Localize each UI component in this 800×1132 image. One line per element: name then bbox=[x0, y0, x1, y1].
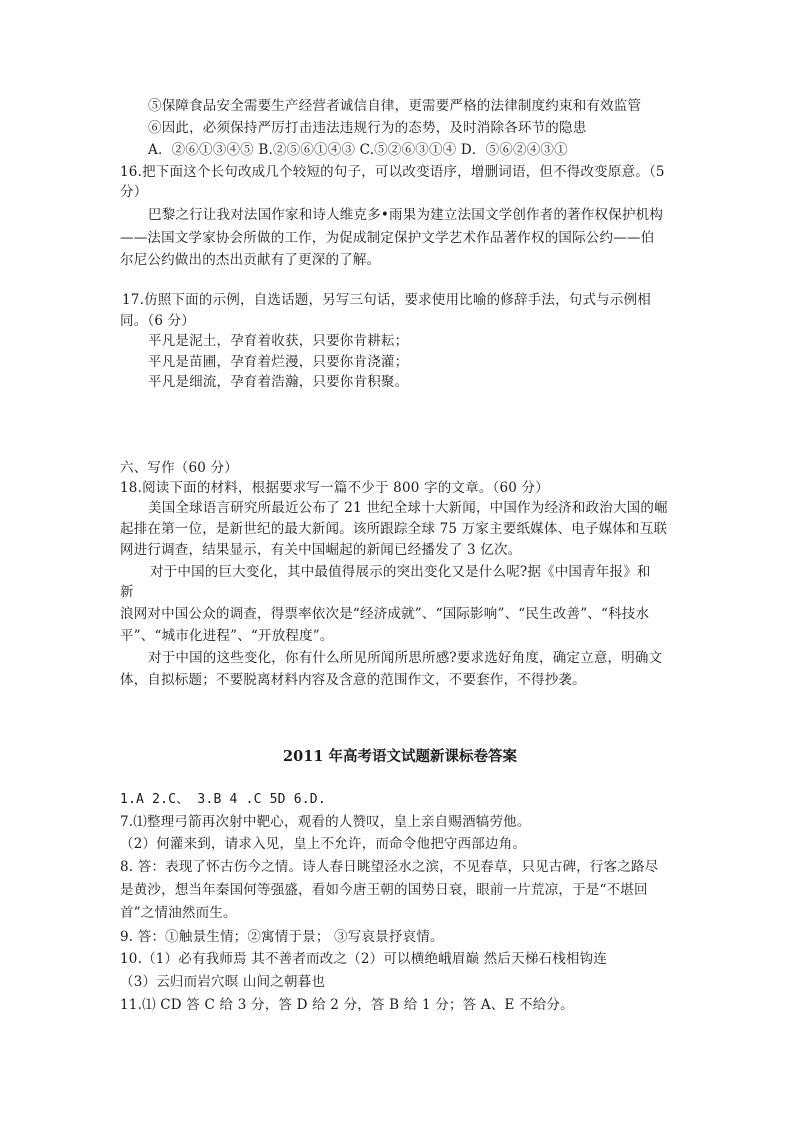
question-18-prompt: 18.阅读下面的材料，根据要求写一篇不少于 800 字的文章。（60 分） bbox=[120, 480, 549, 496]
question-18-material-line: 浪网对中国公众的调查，得票率依次是“经济成就”、“国际影响”、“民生改善”、“科技水 bbox=[120, 606, 650, 622]
answer-7-line: （2）何灌来到，请求入见，皇上不允许，而命令他把守西部边角。 bbox=[120, 836, 527, 852]
answer-11: 11.⑴ CD 答 C 给 3 分，答 D 给 2 分，答 B 给 1 分；答 A、E 不给分。 bbox=[120, 997, 574, 1013]
question-17-points: 同。（6 分） bbox=[120, 313, 196, 329]
question-17-example: 平凡是细流，孕育着浩瀚，只要你肯积聚。 bbox=[148, 374, 409, 390]
answer-10-line: 10.（1）必有我师焉 其不善者而改之（2）可以横绝峨眉巅 然后天梯石栈相钩连 bbox=[120, 951, 608, 967]
question-16-points: 分） bbox=[120, 184, 148, 200]
question-18-material-line: 网进行调查，结果显示，有关中国崛起的新闻已经播发了 3 亿次。 bbox=[120, 542, 522, 558]
question-18-material-line: 平”、“城市化进程”、“开放程度”。 bbox=[120, 628, 334, 644]
question-18-material-line: 美国全球语言研究所最近公布了 21 世纪全球十大新闻，中国作为经济和政治大国的崛 bbox=[148, 500, 668, 516]
question-17-example: 平凡是苗圃，孕育着烂漫，只要你肯浇灌； bbox=[148, 354, 409, 370]
question-15-option-6: ⑥因此，必须保持严厉打击违法违规行为的态势，及时消除各环节的隐患 bbox=[148, 120, 587, 136]
question-16-passage-line: ——法国文学家协会所做的工作，为促成制定保护文学艺术作品著作权的国际公约——伯 bbox=[120, 230, 655, 246]
question-18-material-line: 新 bbox=[120, 584, 134, 600]
question-15-choices: A．②⑥①③④⑤ B.②⑤⑥①④③ C.⑤②⑥③①④ D．⑤⑥②④③① bbox=[148, 142, 568, 158]
question-18-material-line: 起排在第一位，是新世纪的最大新闻。该所跟踪全球 75 万家主要纸媒体、电子媒体和互联 bbox=[120, 521, 668, 537]
answers-1-to-6: 1.A 2.C、 3.B 4 .C 5D 6.D. bbox=[120, 792, 326, 807]
question-16-prompt: 16.把下面这个长句改成几个较短的句子，可以改变语序，增删词语，但不得改变原意。（5 bbox=[120, 164, 665, 180]
answer-8-line: 8. 答：表现了怀古伤今之情。诗人春日眺望泾水之滨，不见春草，只见古碑，行客之路尽 bbox=[120, 859, 659, 875]
question-17-example: 平凡是泥土，孕育着收获，只要你肯耕耘； bbox=[148, 333, 409, 349]
question-17-prompt: 17.仿照下面的示例，自选话题，另写三句话，要求使用比喻的修辞手法，句式与示例相 bbox=[122, 292, 651, 308]
question-15-option-5: ⑤保障食品安全需要生产经营者诚信自律，更需要严格的法律制度约束和有效监管 bbox=[148, 98, 642, 114]
question-18-requirement-line: 对于中国的这些变化，你有什么所见所闻所思所感?要求选好角度，确定立意，明确文 bbox=[148, 650, 663, 666]
answer-8-line: 是黄沙，想当年秦国何等强盛，看如今唐王朝的国势日衰，眼前一片荒凉，于是“不堪回 bbox=[120, 882, 648, 898]
answer-9: 9. 答：①触景生情；②寓情于景； ③写哀景抒哀情。 bbox=[120, 929, 444, 945]
answer-key-title: 2011 年高考语文试题新课标卷答案 bbox=[283, 748, 517, 765]
question-18-material-line: 对于中国的巨大变化，其中最值得展示的突出变化又是什么呢?据《中国青年报》和 bbox=[150, 564, 651, 580]
question-18-requirement-line: 体，自拟标题；不要脱离材料内容及含意的范围作文，不要套作，不得抄袭。 bbox=[120, 672, 586, 688]
answer-10-line: （3）云归而岩穴暝 山间之朝暮也 bbox=[120, 974, 326, 990]
question-16-passage-line: 尔尼公约做出的杰出贡献有了更深的了解。 bbox=[120, 252, 381, 268]
answer-7-line: 7.⑴整理弓箭再次射中靶心，观看的人赞叹，皇上亲自赐酒犒劳他。 bbox=[120, 814, 531, 830]
answer-8-line: 首”之情油然而生。 bbox=[120, 905, 237, 921]
question-16-passage-line: 巴黎之行让我对法国作家和诗人维克多•雨果为建立法国文学创作者的著作权保护机构 bbox=[148, 207, 664, 223]
section-6-heading: 六、写作（60 分） bbox=[120, 460, 238, 476]
